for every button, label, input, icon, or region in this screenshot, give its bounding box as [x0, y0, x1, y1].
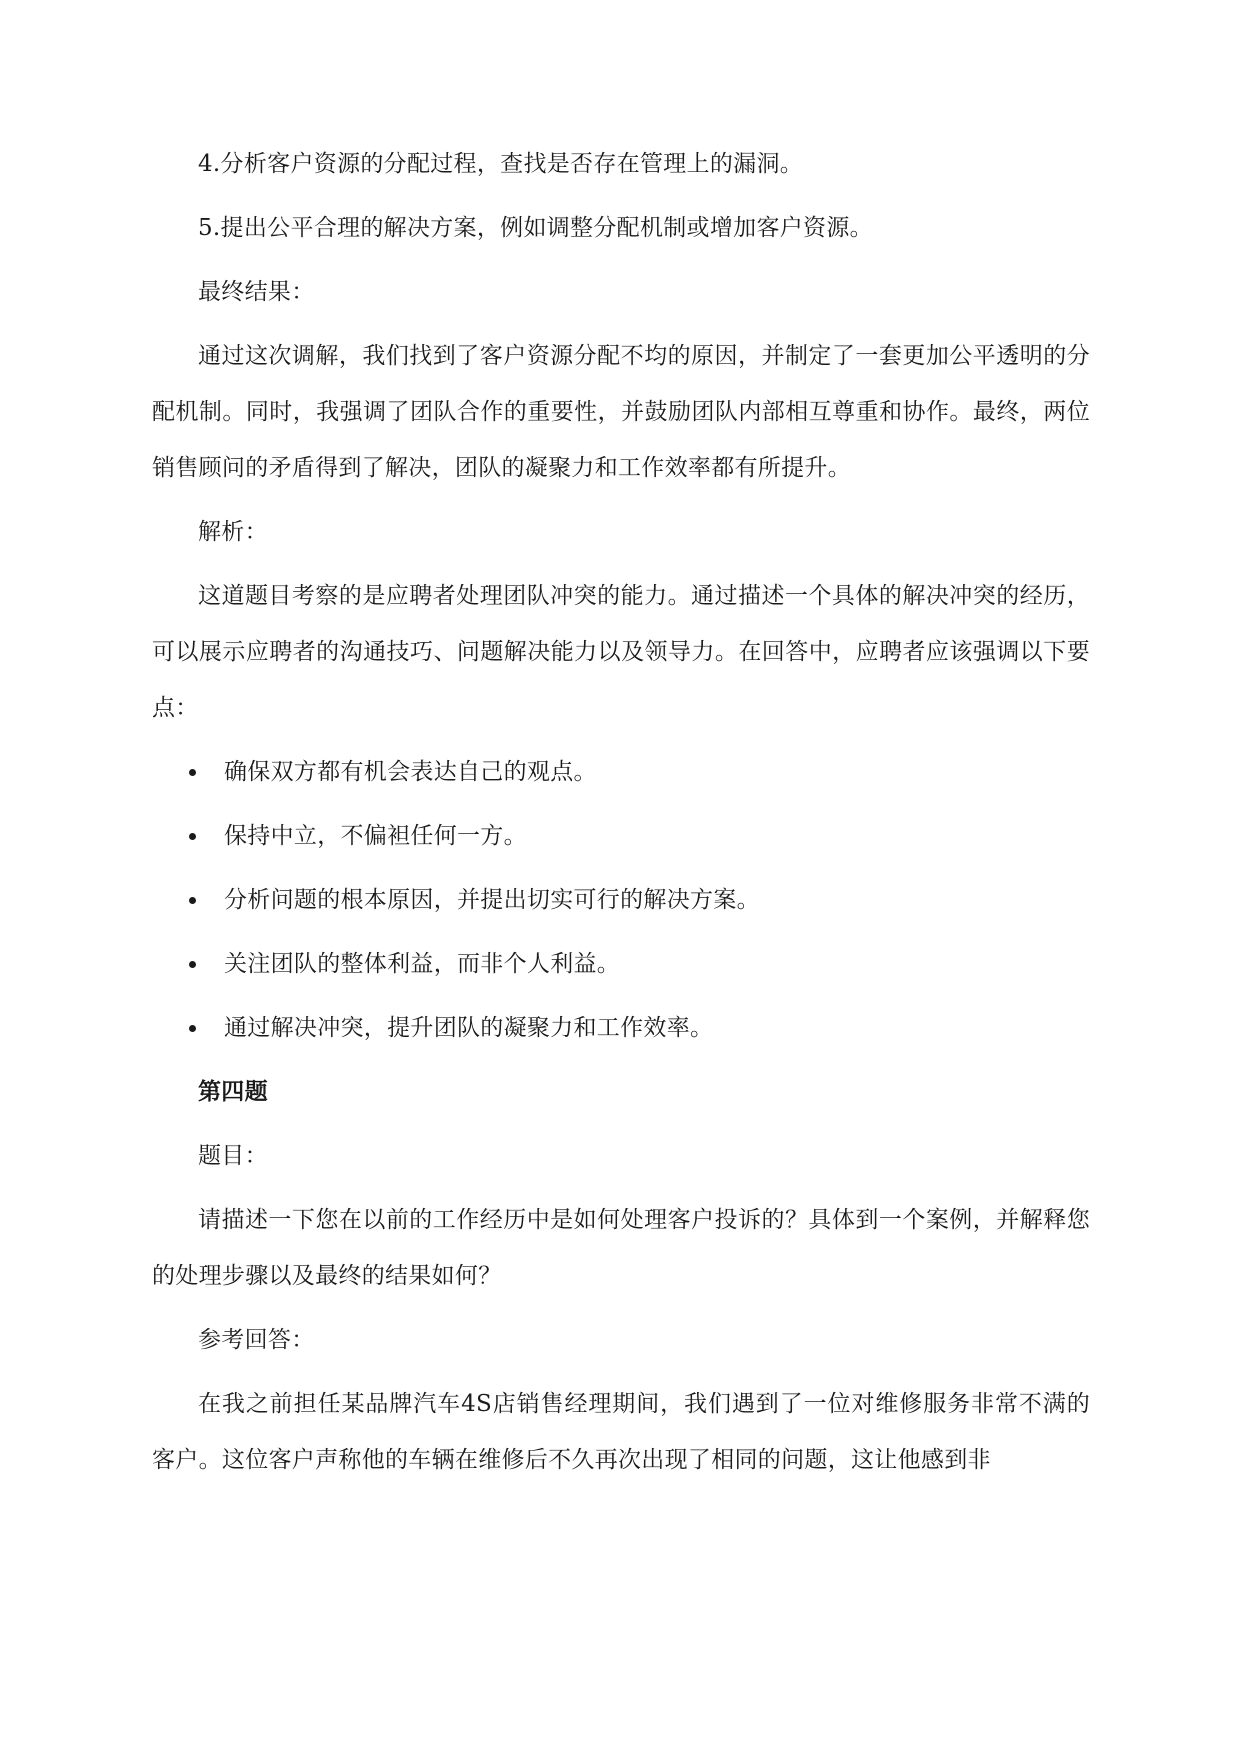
list-item — [152, 808, 1090, 864]
bullet-icon — [189, 1025, 196, 1032]
reference-answer-label: 参考回答： — [198, 1327, 315, 1353]
section-heading: 第四题 — [198, 1078, 268, 1105]
reference-answer-paragraph: 在我之前担任某品牌汽车4S店销售经理期间，我们遇到了一位对维修服务非常不满的客户。这位客户声称他的车辆在维修后不久再次出现了相同的问题，这让他感到非 — [152, 1391, 1090, 1473]
list-item-text: 关注团队的整体利益，而非个人利益。 — [224, 951, 621, 977]
list-item — [152, 744, 1090, 800]
list-item — [152, 936, 1090, 992]
list-item-text: 分析问题的根本原因，并提出切实可行的解决方案。 — [224, 887, 760, 913]
list-item-text: 保持中立，不偏袒任何一方。 — [224, 823, 527, 849]
list-item — [152, 1000, 1090, 1056]
list-item-text: 确保双方都有机会表达自己的观点。 — [224, 759, 597, 785]
list-item — [152, 872, 1090, 928]
question-label: 题目： — [198, 1143, 268, 1169]
step-5-paragraph: 5.提出公平合理的解决方案，例如调整分配机制或增加客户资源。 — [198, 215, 873, 241]
bullet-icon — [189, 897, 196, 904]
final-result-label: 最终结果： — [198, 279, 315, 305]
analysis-paragraph: 这道题目考察的是应聘者处理团队冲突的能力。通过描述一个具体的解决冲突的经历，可以展示应聘者的沟通技巧、问题解决能力以及领导力。在回答中，应聘者应该强调以下要点： — [152, 583, 1090, 721]
bullet-icon — [189, 961, 196, 968]
step-4-paragraph: 4.分析客户资源的分配过程，查找是否存在管理上的漏洞。 — [198, 151, 804, 177]
bullet-icon — [189, 769, 196, 776]
analysis-label: 解析： — [198, 519, 268, 545]
final-result-paragraph: 通过这次调解，我们找到了客户资源分配不均的原因，并制定了一套更加公平透明的分配机制。同时，我强调了团队合作的重要性，并鼓励团队内部相互尊重和协作。最终，两位销售顾问的矛盾得到了解决，团队的凝聚力和工作效率都有所提升。 — [152, 343, 1090, 481]
key-points-list — [152, 744, 1090, 1056]
document-page — [152, 136, 1090, 1496]
list-item-text: 通过解决冲突，提升团队的凝聚力和工作效率。 — [224, 1015, 714, 1041]
bullet-icon — [189, 833, 196, 840]
question-paragraph: 请描述一下您在以前的工作经历中是如何处理客户投诉的？具体到一个案例，并解释您的处理步骤以及最终的结果如何？ — [152, 1207, 1090, 1289]
